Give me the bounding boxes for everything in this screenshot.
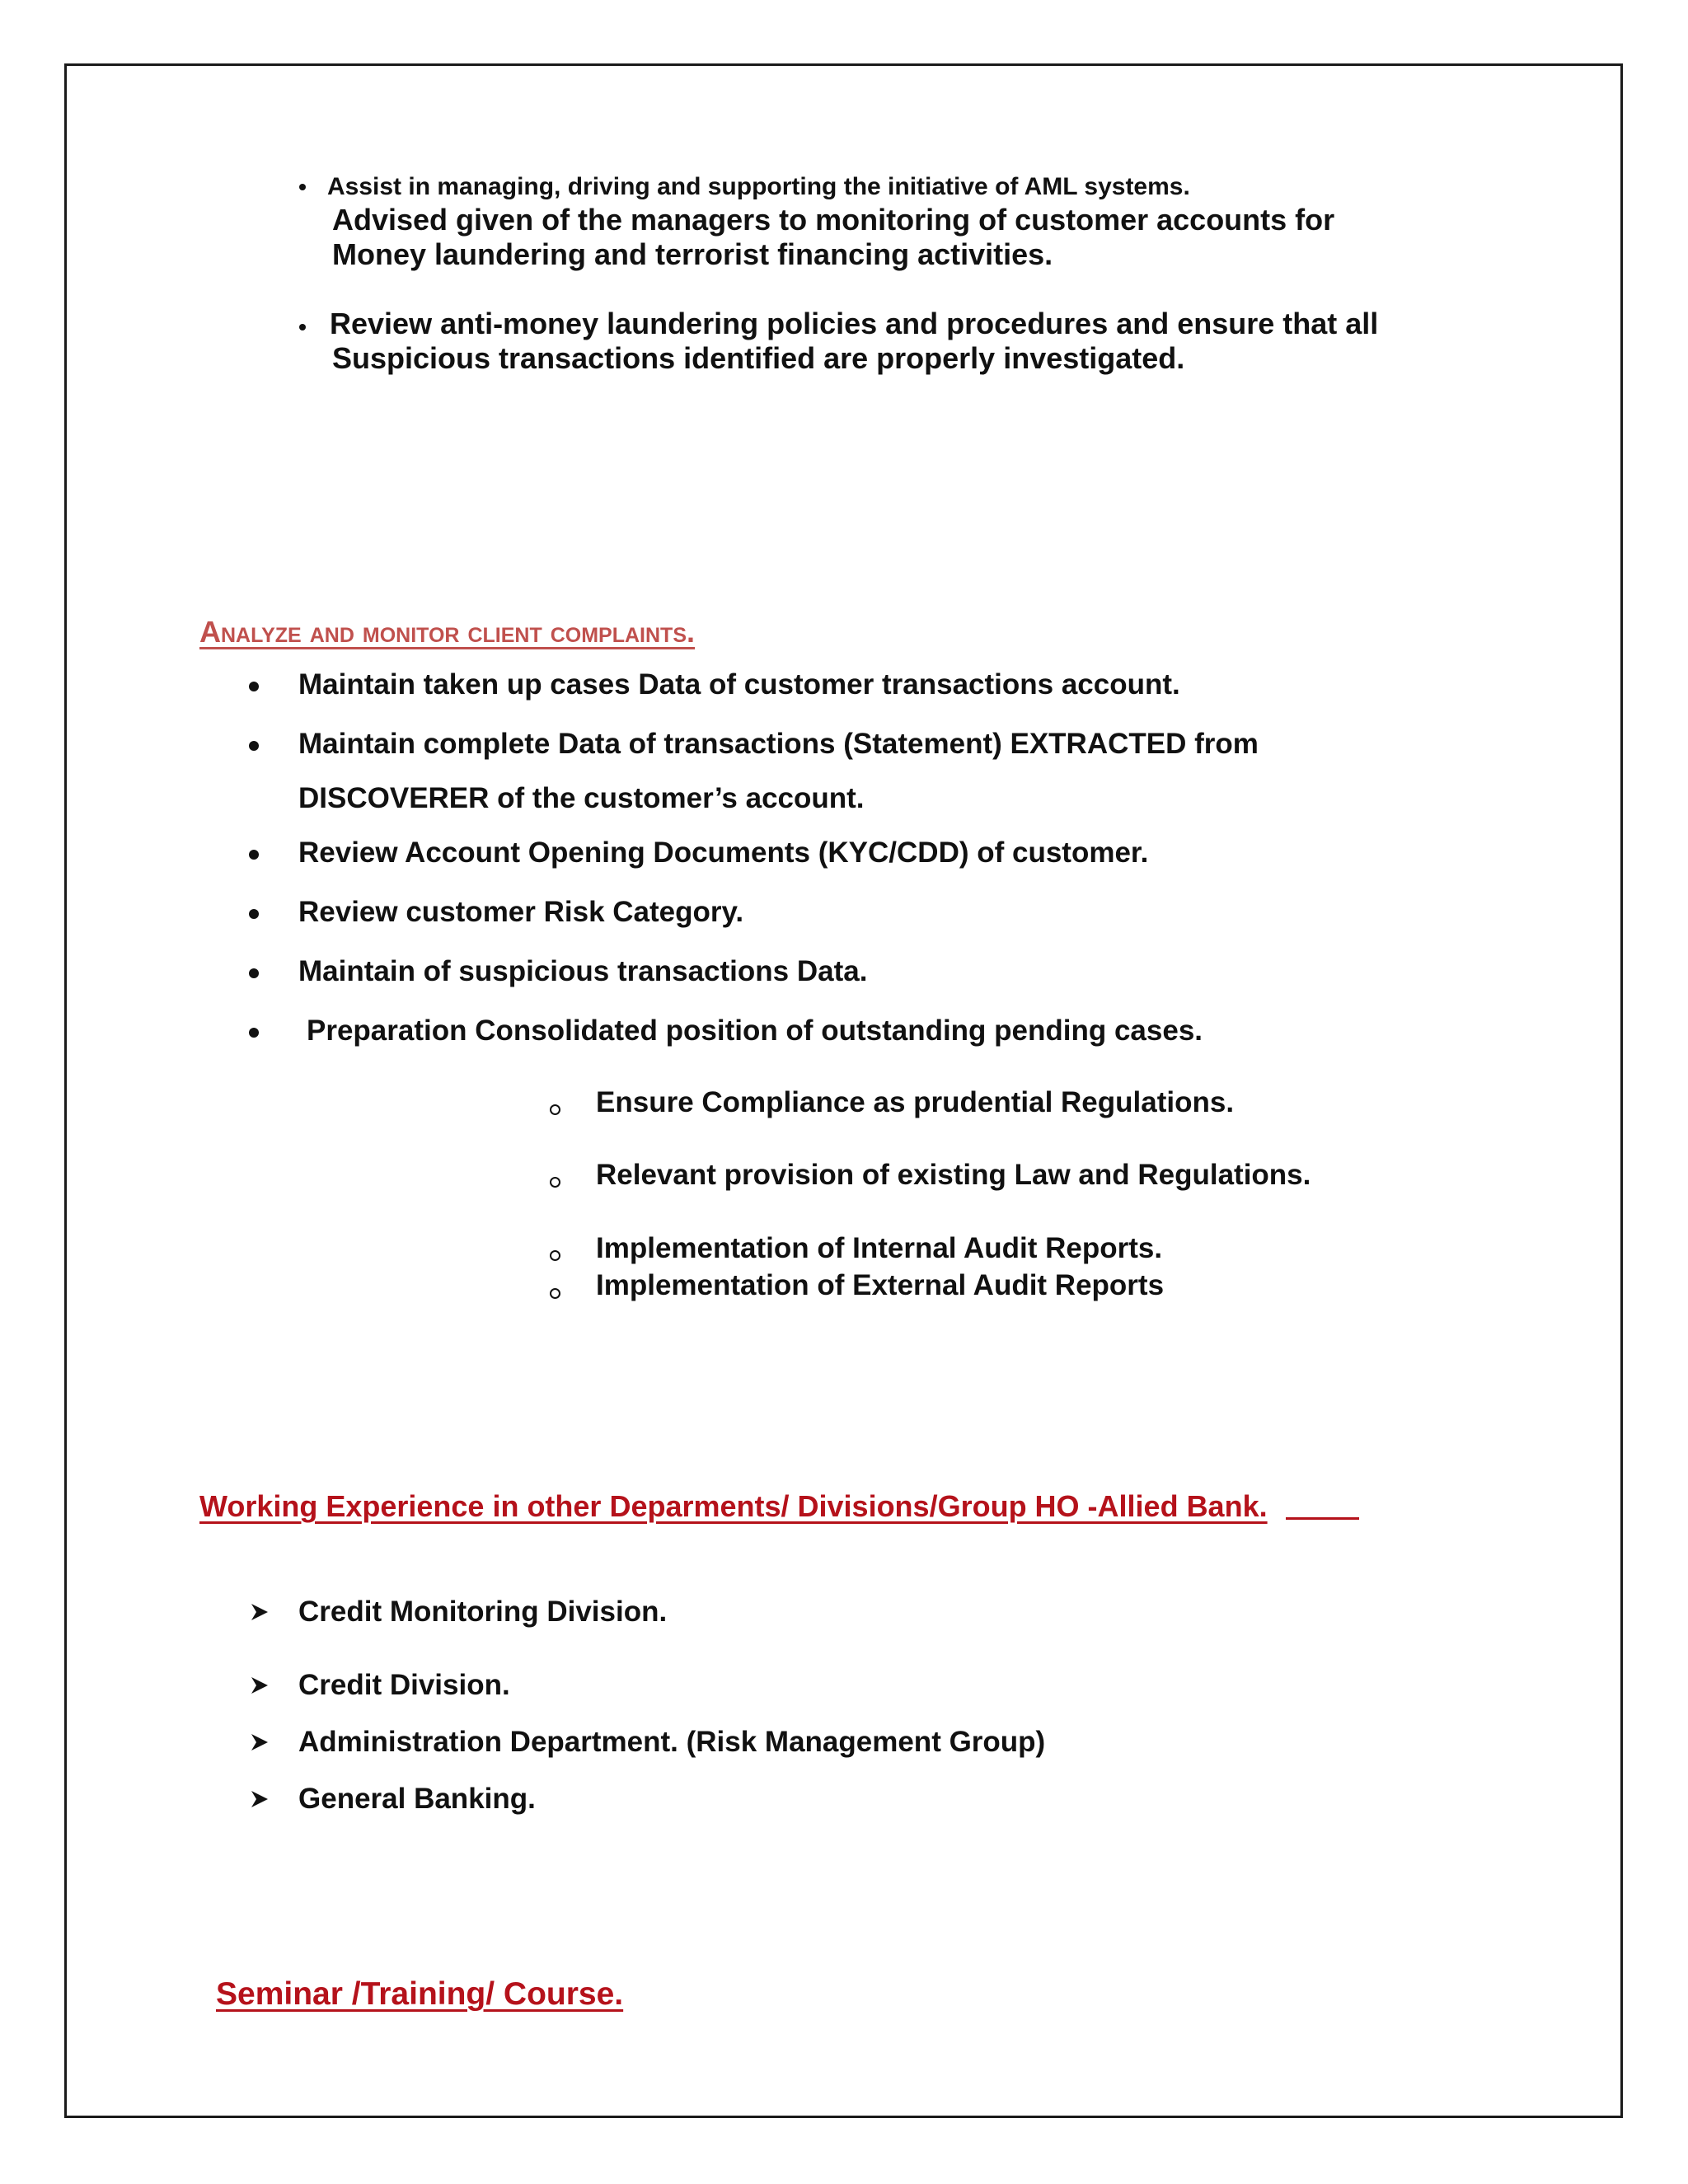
arrow-bullet-icon xyxy=(250,1789,270,1809)
bullet-circle-icon xyxy=(550,1104,560,1115)
arrow-bullet-icon xyxy=(250,1675,270,1695)
bullet-dot-icon xyxy=(299,184,306,190)
bullet-circle-icon xyxy=(550,1288,560,1299)
experience-item: Administration Department. (Risk Management Group) xyxy=(298,1726,1046,1758)
heading-underline-extension xyxy=(1286,1517,1359,1520)
aml-item-1-line-2: Advised given of the managers to monitoring of customer accounts for xyxy=(332,203,1335,237)
bullet-circle-icon xyxy=(550,1250,560,1261)
aml-item-1-line-3: Money laundering and terrorist financing activities. xyxy=(332,237,1053,271)
training-heading: Seminar /Training/ Course. xyxy=(216,1976,624,2012)
complaints-sub-item: Implementation of Internal Audit Reports. xyxy=(596,1232,1163,1264)
complaints-item: Preparation Consolidated position of outstanding pending cases. xyxy=(307,1015,1203,1047)
experience-heading: Working Experience in other Deparments/ Divisions/Group HO -Allied Bank. xyxy=(199,1489,1268,1523)
arrow-bullet-icon xyxy=(250,1602,270,1622)
complaints-sub-item: Ensure Compliance as prudential Regulations. xyxy=(596,1086,1235,1118)
complaints-sub-item: Relevant provision of existing Law and Regulations. xyxy=(596,1159,1311,1191)
complaints-item: Maintain of suspicious transactions Data. xyxy=(298,955,868,987)
bullet-dot-icon xyxy=(249,968,259,978)
complaints-item: Maintain complete Data of transactions (Statement) EXTRACTED from xyxy=(298,728,1259,760)
complaints-item: Review Account Opening Documents (KYC/CDD) of customer. xyxy=(298,837,1149,869)
experience-item: Credit Monitoring Division. xyxy=(298,1596,668,1628)
aml-item-1-line-1: Assist in managing, driving and supporting the initiative of AML systems. xyxy=(327,173,1190,200)
complaints-item: Review customer Risk Category. xyxy=(298,896,744,928)
experience-item: General Banking. xyxy=(298,1783,536,1815)
experience-item: Credit Division. xyxy=(298,1669,510,1701)
bullet-dot-icon xyxy=(249,682,259,691)
bullet-dot-icon xyxy=(249,741,259,751)
complaints-heading: Analyze and monitor client complaints. xyxy=(199,615,696,649)
arrow-bullet-icon xyxy=(250,1732,270,1752)
bullet-dot-icon xyxy=(249,909,259,919)
bullet-dot-icon xyxy=(249,850,259,860)
complaints-item-continuation: DISCOVERER of the customer’s account. xyxy=(298,782,865,814)
bullet-dot-icon xyxy=(249,1028,259,1038)
aml-item-2-line-2: Suspicious transactions identified are properly investigated. xyxy=(332,341,1185,375)
aml-item-2-line-1: Review anti-money laundering policies and procedures and ensure that all xyxy=(330,307,1379,340)
complaints-sub-item: Implementation of External Audit Reports xyxy=(596,1269,1165,1301)
complaints-item: Maintain taken up cases Data of customer transactions account. xyxy=(298,668,1180,701)
bullet-circle-icon xyxy=(550,1177,560,1188)
bullet-dot-icon xyxy=(299,324,306,330)
